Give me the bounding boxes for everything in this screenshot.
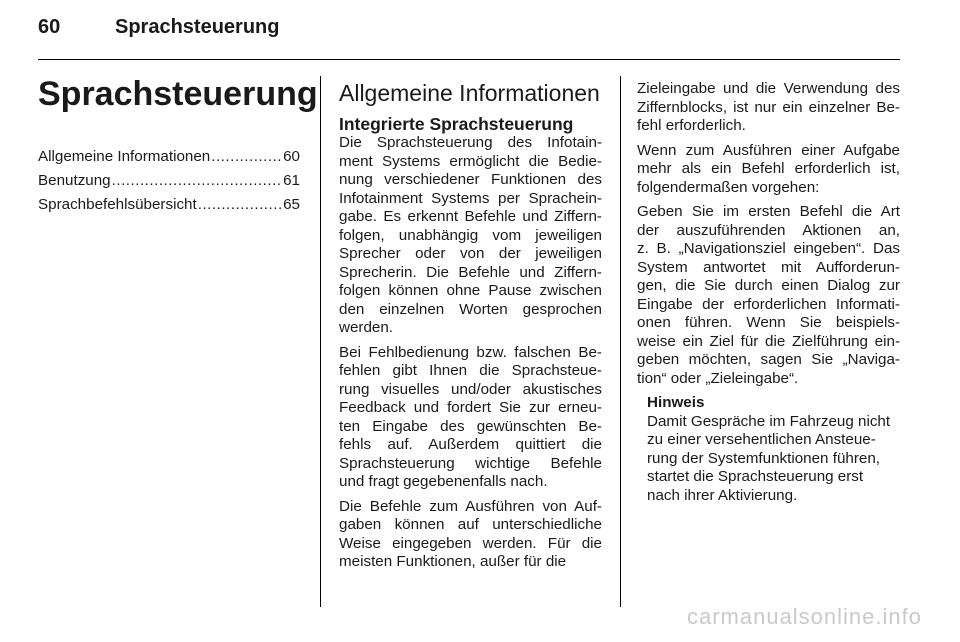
note-title: Hinweis	[647, 394, 705, 411]
toc-leader-dots	[211, 148, 282, 167]
toc-entry[interactable]	[38, 172, 300, 196]
paragraph-commands: Die Befehle zum Ausführen von Auf- gaben können auf unterschiedliche Weise eingegeben werden. Für die meisten Funktionen, außer für die	[339, 497, 602, 570]
toc-entry[interactable]	[38, 148, 300, 172]
toc-entry-label: Sprachbefehlsübersicht	[38, 196, 197, 213]
chapter-title: Sprachsteuerung	[38, 75, 318, 113]
toc-entry-page: 65	[283, 196, 300, 213]
toc-leader-dots	[112, 172, 282, 191]
toc-leader-dots	[198, 196, 282, 215]
toc-entry-page: 60	[283, 148, 300, 165]
paragraph-feedback: Bei Fehlbedienung bzw. falschen Be- fehlen gibt Ihnen die Sprachsteue- rung visuelles und/oder akustisches Feedback und fordert Sie zur erneu- ten Eingabe des gewünschten Be- fehls auf. Außerdem quittiert die Sprachsteuerung wichtige Befehle und fragt gegebenenfalls nach.	[339, 343, 602, 490]
middle-column	[339, 80, 602, 578]
toc-entry-page: 61	[283, 172, 300, 189]
note-box: Hinweis Damit Gespräche im Fahrzeug nicht zu einer versehentlichen Ansteue- rung der Systemfunktionen führen, startet die Sprachsteuerung erst nach ihrer Aktivierung.	[647, 394, 900, 505]
running-header-section: Sprachsteuerung	[115, 16, 280, 38]
paragraph-multiple-commands: Wenn zum Ausführen einer Aufgabe mehr als ein Befehl erforderlich ist, folgendermaßen vorgehen:	[637, 141, 900, 196]
right-column	[637, 80, 900, 505]
subsection-heading: Integrierte Sprachsteuerung	[339, 114, 574, 134]
column-divider	[620, 76, 621, 607]
toc-entry-label: Benutzung	[38, 172, 111, 189]
watermark: carmanualsonline.info	[686, 604, 922, 629]
section-heading: Allgemeine Informationen	[339, 80, 600, 106]
table-of-contents	[38, 148, 300, 220]
paragraph-intro: Die Sprachsteuerung des Infotain- ment Systems ermöglicht die Bedie- nung verschiedener Funktionen des Infotainment Systems per Sprachein- gabe. Es erkennt Befehle und Ziffern- folgen, unabhängig vom jeweiligen Sprecher oder von der jeweiligen Sprecherin. Die Befehle und Ziffern- folgen können ohne Pause zwischen den einzelnen Worten gesprochen werden.	[339, 134, 602, 336]
running-header	[38, 16, 280, 39]
paragraph-single-command: Zieleingabe und die Verwendung des Ziffernblocks, ist nur ein einzelner Be- fehl erforderlich.	[637, 80, 900, 134]
column-divider	[320, 76, 321, 607]
toc-entry-label: Allgemeine Informationen	[38, 148, 211, 165]
page-number: 60	[38, 16, 61, 38]
left-column	[38, 74, 318, 220]
toc-entry[interactable]	[38, 196, 300, 220]
header-rule	[38, 59, 900, 60]
paragraph-dialog: Geben Sie im ersten Befehl die Art der auszuführenden Aktionen an, z. B. „Navigationsziel eingeben“. Das System antwortet mit Aufforderun- gen, die Sie durch einen Dialog zur Eingabe der erforderlichen Informati- onen führen. Wenn Sie beispiels- weise ein Ziel für die Zielführung ein- geben möchten, sagen Sie „Naviga- tion“ oder „Zieleingabe“.	[637, 203, 900, 387]
